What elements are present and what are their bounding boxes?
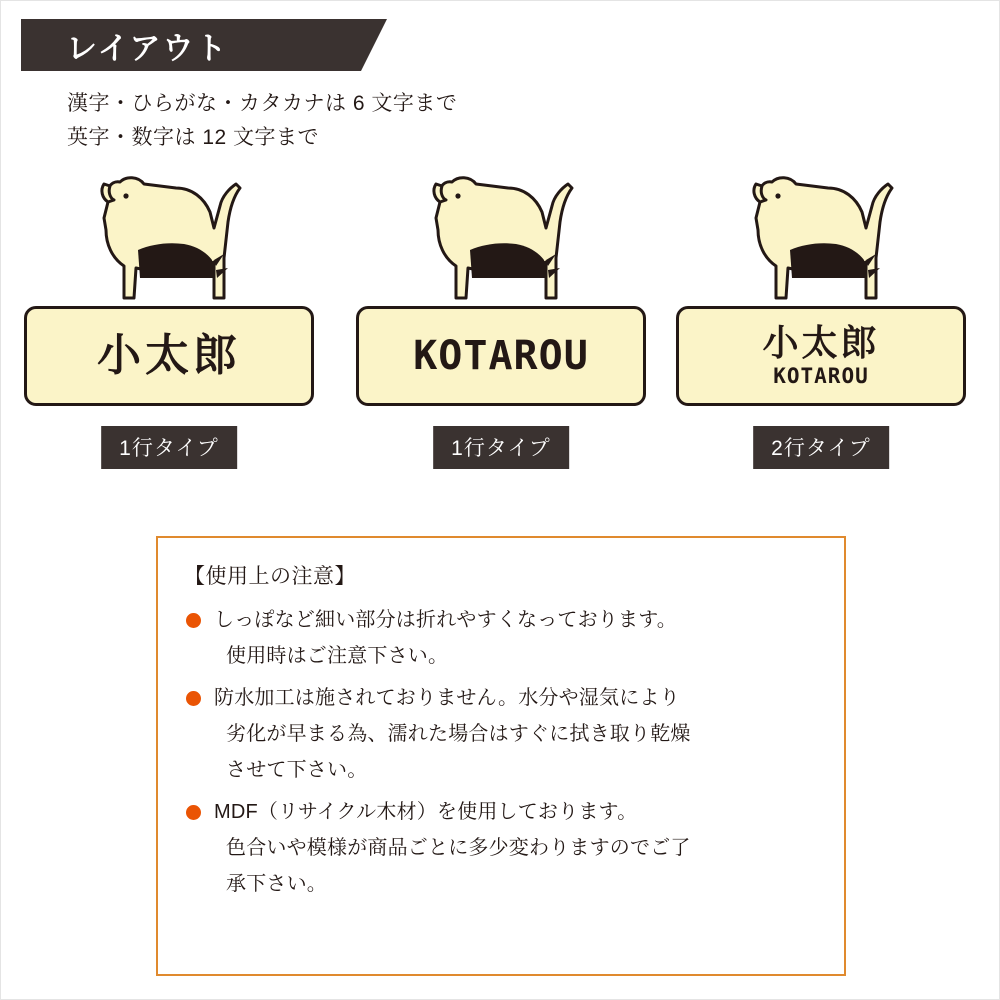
dog-silhouette-icon xyxy=(396,166,606,316)
notice-item-cont-2: させて下さい。 xyxy=(226,759,368,781)
plate-type-label: 1行タイプ xyxy=(433,426,569,469)
notice-item xyxy=(184,602,818,674)
dog-silhouette-icon xyxy=(716,166,926,316)
plate-name-line-1: KOTAROU xyxy=(413,333,589,379)
notice-item-main: 防水加工は施されておりません。水分や湿気により xyxy=(214,687,680,709)
sample-item xyxy=(9,166,329,486)
usage-notice-box xyxy=(156,536,846,976)
notice-item xyxy=(184,680,818,788)
notice-item-cont: 劣化が早まる為、濡れた場合はすぐに拭き取り乾燥 xyxy=(226,723,691,745)
plate-type-label: 1行タイプ xyxy=(101,426,237,469)
dog-silhouette-icon xyxy=(64,166,274,316)
notice-title: 【使用上の注意】 xyxy=(184,565,356,588)
notice-item-cont: 使用時はご注意下さい。 xyxy=(226,645,449,667)
intro-line-2: 英字・数字は 12 文字まで xyxy=(67,126,320,149)
bullet-icon xyxy=(186,613,201,628)
bullet-icon xyxy=(186,691,201,706)
notice-item-main: しっぽなど細い部分は折れやすくなっております。 xyxy=(214,609,677,631)
section-header-banner xyxy=(21,19,361,71)
sample-item xyxy=(661,166,981,486)
notice-item xyxy=(184,794,818,902)
notice-item-cont-2: 承下さい。 xyxy=(226,873,327,895)
name-plate xyxy=(676,306,966,406)
plate-name-line-1: 小太郎 xyxy=(97,330,241,380)
plate-type-label: 2行タイプ xyxy=(753,426,889,469)
name-plate xyxy=(24,306,314,406)
name-plate xyxy=(356,306,646,406)
sample-list xyxy=(1,166,1000,486)
intro-text xyxy=(67,87,457,155)
notice-item-cont: 色合いや模様が商品ごとに多少変わりますのでご了 xyxy=(226,837,691,859)
page-title: レイアウト xyxy=(66,30,229,66)
bullet-icon xyxy=(186,805,201,820)
intro-line-1: 漢字・ひらがな・カタカナは 6 文字まで xyxy=(67,92,458,115)
notice-item-main: MDF（リサイクル木材）を使用しております。 xyxy=(214,801,638,823)
sample-item xyxy=(341,166,661,486)
plate-name-line-2: KOTAROU xyxy=(773,363,869,388)
plate-name-line-1: 小太郎 xyxy=(762,322,880,364)
notice-list xyxy=(184,602,818,902)
